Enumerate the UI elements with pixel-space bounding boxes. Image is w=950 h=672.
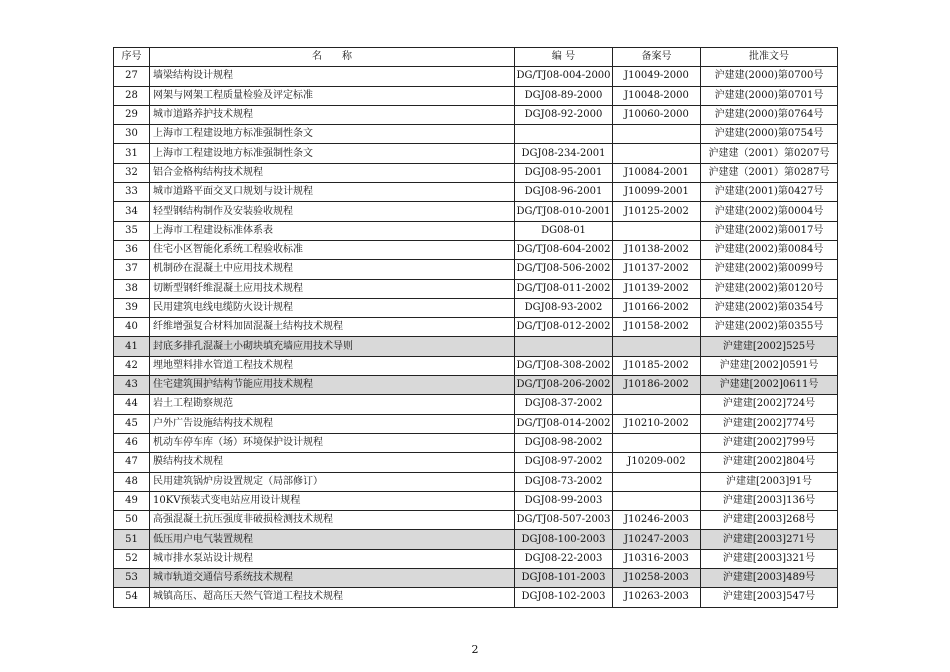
cell-index: 39 — [114, 298, 150, 317]
table-row — [114, 202, 838, 221]
cell-record — [613, 472, 701, 491]
cell-name: 网架与网架工程质量检验及评定标准 — [150, 86, 515, 105]
cell-approval: 沪建建(2002)第0084号 — [701, 240, 838, 259]
cell-approval: 沪建建[2002]0591号 — [701, 356, 838, 375]
cell-index: 46 — [114, 433, 150, 452]
cell-record — [613, 221, 701, 240]
cell-approval: 沪建建(2000)第0701号 — [701, 86, 838, 105]
cell-code: DGJ08-96-2001 — [515, 183, 613, 202]
cell-index: 33 — [114, 183, 150, 202]
table-row — [114, 549, 838, 568]
cell-name: 民用建筑电线电缆防火设计规程 — [150, 298, 515, 317]
header-code: 编 号 — [515, 48, 613, 67]
table-row — [114, 86, 838, 105]
cell-approval: 沪建建[2002]724号 — [701, 395, 838, 414]
cell-record: J10246-2003 — [613, 511, 701, 530]
cell-name: 上海市工程建设地方标准强制性条文 — [150, 144, 515, 163]
table-row — [114, 511, 838, 530]
cell-name: 膜结构技术规程 — [150, 453, 515, 472]
cell-record: J10263-2003 — [613, 588, 701, 607]
cell-record: J10049-2000 — [613, 67, 701, 86]
cell-index: 42 — [114, 356, 150, 375]
cell-index: 32 — [114, 163, 150, 182]
cell-code: DGJ08-95-2001 — [515, 163, 613, 182]
cell-code: DG/TJ08-014-2002 — [515, 414, 613, 433]
cell-record: J10138-2002 — [613, 240, 701, 259]
cell-code: DGJ08-100-2003 — [515, 530, 613, 549]
cell-approval: 沪建建[2002]525号 — [701, 337, 838, 356]
cell-code: DG/TJ08-206-2002 — [515, 376, 613, 395]
table-row — [114, 105, 838, 124]
cell-index: 38 — [114, 279, 150, 298]
cell-name: 城市道路养护技术规程 — [150, 105, 515, 124]
table-row — [114, 67, 838, 86]
cell-index: 49 — [114, 491, 150, 510]
cell-record: J10158-2002 — [613, 318, 701, 337]
cell-name: 上海市工程建设地方标准强制性条文 — [150, 125, 515, 144]
cell-approval: 沪建建（2001）第0287号 — [701, 163, 838, 182]
cell-record — [613, 395, 701, 414]
cell-approval: 沪建建[2002]0611号 — [701, 376, 838, 395]
cell-name: 岩土工程勘察规范 — [150, 395, 515, 414]
cell-record — [613, 433, 701, 452]
cell-index: 41 — [114, 337, 150, 356]
cell-index: 51 — [114, 530, 150, 549]
table-row — [114, 472, 838, 491]
table-row — [114, 337, 838, 356]
cell-approval: 沪建建(2002)第0099号 — [701, 260, 838, 279]
cell-record: J10247-2003 — [613, 530, 701, 549]
cell-code: DGJ08-101-2003 — [515, 569, 613, 588]
cell-name: 机制砂在混凝土中应用技术规程 — [150, 260, 515, 279]
cell-code: DG/TJ08-506-2002 — [515, 260, 613, 279]
cell-code: DGJ08-22-2003 — [515, 549, 613, 568]
cell-index: 29 — [114, 105, 150, 124]
table-row — [114, 491, 838, 510]
table-row — [114, 240, 838, 259]
cell-index: 48 — [114, 472, 150, 491]
cell-index: 35 — [114, 221, 150, 240]
table-header-row — [114, 48, 838, 67]
cell-code: DGJ08-92-2000 — [515, 105, 613, 124]
cell-approval: 沪建建[2003]271号 — [701, 530, 838, 549]
cell-code: DG/TJ08-010-2001 — [515, 202, 613, 221]
cell-record — [613, 125, 701, 144]
cell-name: 民用建筑锅炉房设置规定（局部修订） — [150, 472, 515, 491]
cell-approval: 沪建建[2002]799号 — [701, 433, 838, 452]
cell-record: J10084-2001 — [613, 163, 701, 182]
cell-approval: 沪建建[2002]804号 — [701, 453, 838, 472]
cell-approval: 沪建建(2002)第0120号 — [701, 279, 838, 298]
cell-name: 墙梁结构设计规程 — [150, 67, 515, 86]
cell-code: DGJ08-93-2002 — [515, 298, 613, 317]
cell-index: 53 — [114, 569, 150, 588]
header-approval: 批准文号 — [701, 48, 838, 67]
cell-name: 机动车停车库（场）环境保护设计规程 — [150, 433, 515, 452]
cell-approval: 沪建建(2000)第0764号 — [701, 105, 838, 124]
cell-code — [515, 337, 613, 356]
table-body — [114, 67, 838, 607]
cell-name: 住宅小区智能化系统工程验收标准 — [150, 240, 515, 259]
cell-record: J10137-2002 — [613, 260, 701, 279]
cell-record: J10316-2003 — [613, 549, 701, 568]
cell-code — [515, 125, 613, 144]
table-row — [114, 588, 838, 607]
cell-record: J10060-2000 — [613, 105, 701, 124]
cell-code: DGJ08-98-2002 — [515, 433, 613, 452]
cell-record: J10048-2000 — [613, 86, 701, 105]
cell-name: 上海市工程建设标准体系表 — [150, 221, 515, 240]
cell-name: 城镇高压、超高压天然气管道工程技术规程 — [150, 588, 515, 607]
cell-code: DG/TJ08-012-2002 — [515, 318, 613, 337]
cell-code: DG/TJ08-011-2002 — [515, 279, 613, 298]
cell-code: DGJ08-37-2002 — [515, 395, 613, 414]
cell-record: J10125-2002 — [613, 202, 701, 221]
cell-approval: 沪建建[2003]321号 — [701, 549, 838, 568]
table-row — [114, 395, 838, 414]
cell-name: 住宅建筑围护结构节能应用技术规程 — [150, 376, 515, 395]
cell-approval: 沪建建(2002)第0004号 — [701, 202, 838, 221]
cell-code: DGJ08-234-2001 — [515, 144, 613, 163]
cell-code: DGJ08-89-2000 — [515, 86, 613, 105]
table-row — [114, 260, 838, 279]
table-row — [114, 279, 838, 298]
cell-index: 44 — [114, 395, 150, 414]
table-row — [114, 163, 838, 182]
cell-index: 47 — [114, 453, 150, 472]
cell-record: J10186-2002 — [613, 376, 701, 395]
table-row — [114, 414, 838, 433]
cell-approval: 沪建建(2002)第0017号 — [701, 221, 838, 240]
cell-name: 封底多排孔混凝土小砌块填充墙应用技术导则 — [150, 337, 515, 356]
cell-approval: 沪建建[2003]136号 — [701, 491, 838, 510]
cell-approval: 沪建建[2003]547号 — [701, 588, 838, 607]
cell-name: 城市排水泵站设计规程 — [150, 549, 515, 568]
table-row — [114, 569, 838, 588]
cell-approval: 沪建建（2001）第0207号 — [701, 144, 838, 163]
cell-name: 城市道路平面交叉口规划与设计规程 — [150, 183, 515, 202]
cell-index: 34 — [114, 202, 150, 221]
cell-name: 切断型钢纤维混凝土应用技术规程 — [150, 279, 515, 298]
cell-name: 10KV预装式变电站应用设计规程 — [150, 491, 515, 510]
table-row — [114, 376, 838, 395]
cell-index: 36 — [114, 240, 150, 259]
table-row — [114, 125, 838, 144]
cell-index: 31 — [114, 144, 150, 163]
cell-name: 纤维增强复合材料加固混凝土结构技术规程 — [150, 318, 515, 337]
cell-name: 户外广告设施结构技术规程 — [150, 414, 515, 433]
cell-record — [613, 337, 701, 356]
cell-index: 28 — [114, 86, 150, 105]
cell-index: 37 — [114, 260, 150, 279]
cell-approval: 沪建建(2000)第0700号 — [701, 67, 838, 86]
cell-record: J10166-2002 — [613, 298, 701, 317]
cell-index: 52 — [114, 549, 150, 568]
table-row — [114, 221, 838, 240]
cell-approval: 沪建建[2003]268号 — [701, 511, 838, 530]
cell-code: DG/TJ08-004-2000 — [515, 67, 613, 86]
header-name: 名 称 — [150, 48, 515, 67]
cell-code: DG/TJ08-507-2003 — [515, 511, 613, 530]
cell-index: 50 — [114, 511, 150, 530]
cell-index: 54 — [114, 588, 150, 607]
cell-code: DG/TJ08-308-2002 — [515, 356, 613, 375]
cell-record: J10099-2001 — [613, 183, 701, 202]
cell-code: DGJ08-97-2002 — [515, 453, 613, 472]
header-record: 备案号 — [613, 48, 701, 67]
cell-index: 40 — [114, 318, 150, 337]
cell-record — [613, 144, 701, 163]
cell-code: DG/TJ08-604-2002 — [515, 240, 613, 259]
cell-name: 城市轨道交通信号系统技术规程 — [150, 569, 515, 588]
cell-approval: 沪建建(2002)第0354号 — [701, 298, 838, 317]
cell-record: J10139-2002 — [613, 279, 701, 298]
cell-name: 埋地塑料排水管道工程技术规程 — [150, 356, 515, 375]
cell-record — [613, 491, 701, 510]
cell-name: 高强混凝土抗压强度非破损检测技术规程 — [150, 511, 515, 530]
cell-name: 轻型钢结构制作及安装验收规程 — [150, 202, 515, 221]
cell-code: DGJ08-73-2002 — [515, 472, 613, 491]
cell-name: 低压用户电气装置规程 — [150, 530, 515, 549]
cell-index: 43 — [114, 376, 150, 395]
cell-code: DG08-01 — [515, 221, 613, 240]
table-row — [114, 433, 838, 452]
table-row — [114, 144, 838, 163]
cell-index: 30 — [114, 125, 150, 144]
cell-record: J10209-002 — [613, 453, 701, 472]
table-row — [114, 318, 838, 337]
cell-record: J10185-2002 — [613, 356, 701, 375]
table-row — [114, 298, 838, 317]
cell-approval: 沪建建[2003]91号 — [701, 472, 838, 491]
table-row — [114, 453, 838, 472]
cell-approval: 沪建建[2002]774号 — [701, 414, 838, 433]
standards-table — [113, 47, 838, 608]
table-row — [114, 183, 838, 202]
cell-record: J10258-2003 — [613, 569, 701, 588]
header-index: 序号 — [114, 48, 150, 67]
table-row — [114, 530, 838, 549]
cell-index: 45 — [114, 414, 150, 433]
cell-record: J10210-2002 — [613, 414, 701, 433]
cell-code: DGJ08-99-2003 — [515, 491, 613, 510]
cell-code: DGJ08-102-2003 — [515, 588, 613, 607]
cell-approval: 沪建建(2000)第0754号 — [701, 125, 838, 144]
cell-index: 27 — [114, 67, 150, 86]
cell-approval: 沪建建(2001)第0427号 — [701, 183, 838, 202]
page-number: 2 — [471, 643, 479, 656]
cell-name: 铝合金格构结构技术规程 — [150, 163, 515, 182]
cell-approval: 沪建建[2003]489号 — [701, 569, 838, 588]
table-row — [114, 356, 838, 375]
cell-approval: 沪建建(2002)第0355号 — [701, 318, 838, 337]
